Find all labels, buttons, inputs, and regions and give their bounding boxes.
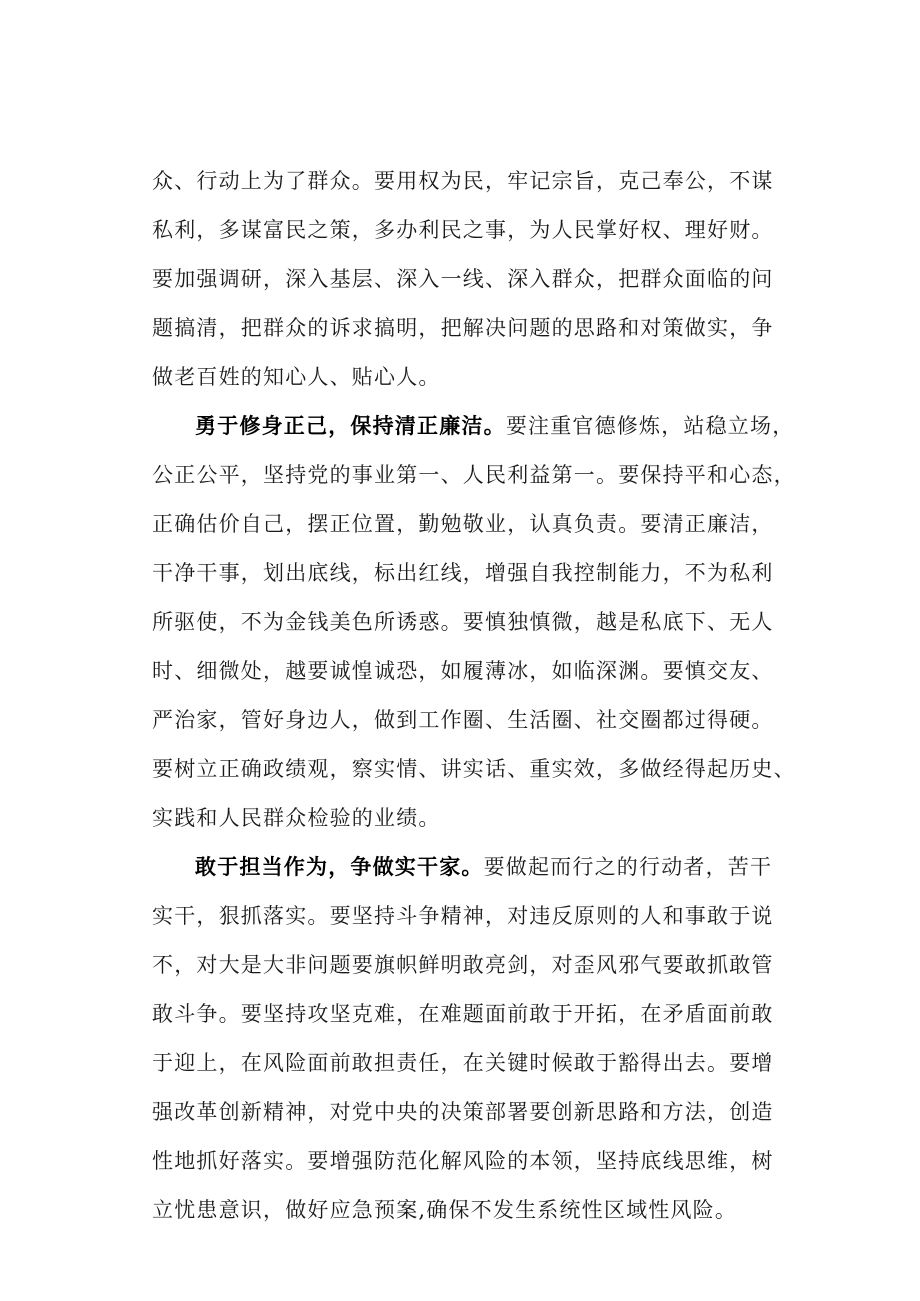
para1-line-2: 私利，多谋富民之策，多办利民之事，为人民掌好权、理好财。 [152,218,774,242]
para2-line-9: 实践和人民群众检验的业绩。 [152,806,441,830]
para1-line-5: 做老百姓的知心人、贴心人。 [152,365,441,389]
para3-line-6: 强改革创新精神，对党中央的决策部署要创新思路和方法，创造 [152,1100,774,1124]
para2-line-8: 要树立正确政绩观，察实情、讲实话、重实效，多做经得起历史、 [152,757,796,781]
para2-line-5: 所驱使，不为金钱美色所诱惑。要慎独慎微，越是私底下、无人 [152,610,774,634]
para2-first-line [195,408,875,444]
para2-line-6: 时、细微处，越要诚惶诚恐，如履薄冰，如临深渊。要慎交友、 [152,659,774,683]
para1-line-3: 要加强调研，深入基层、深入一线、深入群众，把群众面临的问 [152,267,774,291]
para3-line-7: 性地抓好落实。要增强防范化解风险的本领，坚持底线思维，树 [152,1149,774,1173]
para2-line-2: 公正公平，坚持党的事业第一、人民利益第一。要保持平和心态， [152,463,796,487]
para3-line-5: 于迎上，在风险面前敢担责任，在关键时候敢于豁得出去。要增 [152,1051,774,1075]
para3-line-4: 敢斗争。要坚持攻坚克难，在难题面前敢于开拓，在矛盾面前敢 [152,1002,774,1026]
para2-line-3: 正确估价自己，摆正位置，勤勉敬业，认真负责。要清正廉洁， [152,512,774,536]
para3-line-2: 实干，狠抓落实。要坚持斗争精神，对违反原则的人和事敢于说 [152,904,774,928]
para3-line-3: 不，对大是大非问题要旗帜鲜明敢亮剑，对歪风邪气要敢抓敢管 [152,953,774,977]
para2-heading: 勇于修身正己，保持清正廉洁。 [195,414,506,438]
para3-first-rest: 要做起而行之的行动者，苦干 [483,855,773,879]
para3-heading: 敢于担当作为，争做实干家。 [195,855,484,879]
para3-first-line [195,849,875,885]
para2-line-4: 干净干事，划出底线，标出红线，增强自我控制能力，不为私利 [152,561,774,585]
para2-first-rest: 要注重官德修炼，站稳立场， [505,414,795,438]
para2-line-7: 严治家，管好身边人，做到工作圈、生活圈、社交圈都过得硬。 [152,708,774,732]
para1-line-1: 众、行动上为了群众。要用权为民，牢记宗旨，克己奉公，不谋 [152,169,774,193]
para3-line-8: 立忧患意识，做好应急预案,确保不发生系统性区域性风险。 [152,1198,738,1222]
para1-line-4: 题搞清，把群众的诉求搞明，把解决问题的思路和对策做实，争 [152,316,774,340]
